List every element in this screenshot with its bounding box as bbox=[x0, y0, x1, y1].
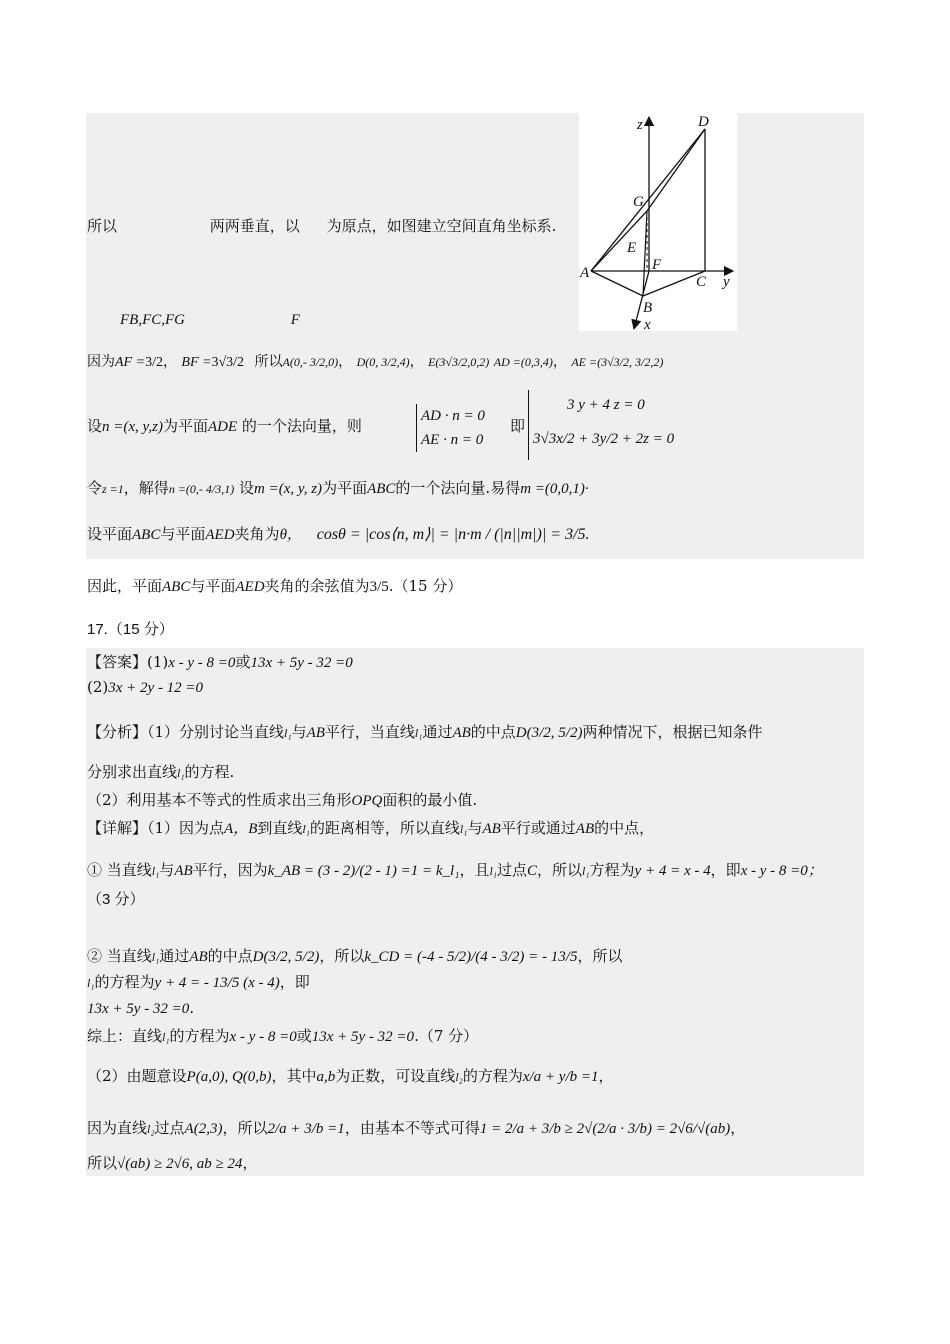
p17-det-f: 平行或通过 bbox=[500, 819, 576, 837]
p17-p2-l2: l₂ bbox=[455, 1070, 463, 1084]
p17-c2-a: ② 当直线 bbox=[87, 947, 152, 965]
coordinate-figure-svg bbox=[579, 113, 737, 331]
p17-ana3-opq: OPQ bbox=[351, 793, 383, 809]
p16-line-7 bbox=[87, 576, 462, 597]
p17-det-h: 的中点， bbox=[594, 819, 655, 837]
p16-l5-z: z =1 bbox=[102, 482, 124, 496]
p16-l4-eq1: 3 y + 4 z = 0 bbox=[567, 397, 645, 413]
p16-l4b: 为平面 bbox=[162, 417, 208, 435]
p17-sum-eq2: 13x + 5y - 32 =0 bbox=[311, 1029, 415, 1045]
p17-ana-D: D(3/2, 5/2) bbox=[515, 725, 583, 741]
p17-ana-b: 与 bbox=[291, 723, 307, 741]
p17-c2-l1: l₁ bbox=[151, 950, 160, 964]
p16-l6a: 设平面 bbox=[87, 525, 133, 543]
p17-p3-A: A(2,3) bbox=[184, 1121, 223, 1137]
p17-det-d: 与 bbox=[467, 819, 483, 837]
p16-l5b: ，解得 bbox=[123, 479, 169, 497]
p17-summary bbox=[87, 1026, 478, 1047]
p17-ana2-l1: l₁ bbox=[177, 766, 185, 780]
p17-sum-pts: .（7 分） bbox=[414, 1027, 479, 1045]
p16-l7-abc: ABC bbox=[162, 579, 191, 595]
p17-ans-or: 或 bbox=[235, 653, 251, 671]
p16-line-4 bbox=[87, 416, 362, 437]
p17-ana3: （2）利用基本不等式的性质求出三角形 bbox=[87, 791, 352, 809]
p17-c1-f: ，所以 bbox=[537, 861, 583, 879]
p17-c2-c: 的中点 bbox=[207, 947, 253, 965]
p16-l6-aed: AED bbox=[205, 527, 235, 543]
p17-p3-b: 过点 bbox=[154, 1119, 185, 1137]
p16-l1b: 两两垂直，以 bbox=[209, 217, 300, 235]
p16-l3-so: 所以 bbox=[254, 354, 283, 370]
edge-ab bbox=[591, 271, 643, 296]
p17-ans-label: 【答案】(1) bbox=[87, 653, 169, 671]
p16-system-2-brace bbox=[528, 390, 529, 460]
p17-c2-D: D(3/2, 5/2) bbox=[252, 949, 320, 965]
label-c: C bbox=[696, 274, 707, 290]
p17-c2-k: k_CD = (-4 - 5/2)/(4 - 3/2) = - 13/5 bbox=[364, 949, 578, 965]
p16-l5-n: n =(0,- 4/3,1) bbox=[168, 482, 235, 496]
label-z: z bbox=[637, 117, 643, 133]
p17-p2-d: 的方程为 bbox=[462, 1067, 523, 1085]
label-b: B bbox=[643, 300, 653, 316]
p17-answer-2 bbox=[87, 677, 203, 698]
p17-c2-f: 的方程为 bbox=[94, 973, 155, 991]
p17-ana2-b: 的方程. bbox=[184, 763, 235, 781]
p17-c2-d: ，所以 bbox=[319, 947, 365, 965]
p16-l6-abc: ABC bbox=[132, 527, 161, 543]
p16-l3-bf-val: 3√3/2 bbox=[211, 355, 245, 370]
p17-p3-c: ，所以 bbox=[222, 1119, 268, 1137]
p16-l4d: 即 bbox=[510, 417, 526, 435]
p17-sum-or: 或 bbox=[296, 1027, 312, 1045]
p16-l2b: F bbox=[290, 312, 300, 328]
p17-sum-a: 综上：直线 bbox=[87, 1027, 163, 1045]
p16-l1a: 所以 bbox=[87, 217, 118, 235]
p17-c1-d: ，且 bbox=[459, 861, 490, 879]
p17-p2-eq: x/a + y/b =1 bbox=[522, 1069, 599, 1085]
p16-l4-eq2: 3√3x/2 + 3y/2 + 2z = 0 bbox=[533, 431, 675, 447]
p17-c2-res: 13x + 5y - 32 =0 bbox=[87, 1001, 190, 1017]
label-d: D bbox=[698, 114, 709, 130]
p17-p3-a: 因为直线 bbox=[87, 1119, 148, 1137]
p17-p2-ab: a,b bbox=[316, 1069, 336, 1085]
p17-analysis-3 bbox=[87, 790, 477, 811]
p16-l3-af-val: 3/2 bbox=[145, 355, 163, 370]
p17-det-l1: l₁ bbox=[302, 822, 310, 836]
p16-l4-ade: ADE bbox=[207, 419, 238, 435]
p17-case-1 bbox=[87, 860, 823, 881]
p16-l2a: FB,FC,FG bbox=[120, 312, 185, 328]
p17-det-g: AB bbox=[575, 821, 595, 837]
p17-ans2-label: (2) bbox=[87, 678, 109, 696]
p17-analysis-2 bbox=[87, 762, 234, 783]
p16-l3-bf: BF = bbox=[181, 355, 212, 370]
p16-l5a: 令 bbox=[87, 479, 103, 497]
p17-ana-l1b: l₁ bbox=[414, 726, 423, 740]
p17-p2-e: ， bbox=[598, 1067, 614, 1085]
p16-l7-val: 3/5 bbox=[369, 579, 389, 595]
p16-l6b: 与平面 bbox=[160, 525, 206, 543]
p16-line-5 bbox=[87, 478, 589, 499]
p17-c1-l1: l₁ bbox=[151, 864, 160, 878]
p17-p3-l2: l₂ bbox=[147, 1122, 155, 1136]
p17-c1-l1c: l₁ bbox=[582, 864, 590, 878]
p17-p2-b: ，其中 bbox=[271, 1067, 317, 1085]
p16-l5-m2: m =(0,0,1)· bbox=[520, 481, 589, 497]
p17-case-2 bbox=[87, 946, 622, 967]
p16-line-3: 因为AF =3/2， BF =3√3/2 所以A(0,- 3/2,0)， D(0, 3/2,4)， E(3√3/2,0,2) AD =(0,3,4)， AE =(3√3/2, 3/2,2) bbox=[87, 354, 664, 370]
p17-p3-eq: 2/a + 3/b =1 bbox=[267, 1121, 345, 1137]
p16-l4c: 的一个法向量，则 bbox=[241, 417, 362, 435]
p17-c1-l1b: l₁ bbox=[489, 864, 497, 878]
p16-system-1 bbox=[416, 404, 485, 452]
p17-c1-res: x - y - 8 =0； bbox=[740, 863, 823, 879]
p16-ji bbox=[510, 416, 525, 436]
p17-part-2-line-3 bbox=[87, 1153, 257, 1174]
edge-ag bbox=[591, 211, 647, 271]
p16-l5c: 设 bbox=[239, 479, 255, 497]
p17-ana-e: 的中点 bbox=[470, 723, 516, 741]
p17-c1-h: ，即 bbox=[710, 861, 741, 879]
p17-answer-1 bbox=[87, 652, 353, 673]
p16-l5-m: m =(x, y, z) bbox=[254, 481, 323, 497]
p17-header: 17.（15 分） bbox=[87, 621, 174, 638]
p17-det-b: 到直线 bbox=[257, 819, 303, 837]
edge-ad bbox=[591, 129, 705, 271]
p16-line-1 bbox=[87, 216, 556, 236]
p17-ana3-b: 面积的最小值. bbox=[382, 791, 478, 809]
label-g: G bbox=[633, 194, 644, 210]
p17-ana-c: 平行，当直线 bbox=[324, 723, 415, 741]
p17-ana-ab2: AB bbox=[452, 725, 471, 741]
p16-l5-abc: ABC bbox=[367, 481, 396, 497]
p17-p3-d: ，由基本不等式可得 bbox=[344, 1119, 480, 1137]
p17-c1-eq: y + 4 = x - 4 bbox=[634, 863, 711, 879]
p17-c2-b: 通过 bbox=[159, 947, 190, 965]
p17-c1-C: C bbox=[526, 863, 537, 879]
p16-sys2: AE · n = 0 bbox=[421, 432, 484, 448]
p17-sum-b: 的方程为 bbox=[169, 1027, 230, 1045]
p16-l3-af: AF = bbox=[115, 355, 146, 370]
p17-det-l1b: l₁ bbox=[459, 822, 468, 836]
p17-c1-e: 过点 bbox=[496, 861, 527, 879]
p17-p2-c: 为正数，可设直线 bbox=[335, 1067, 456, 1085]
p16-l3-E: E(3√3/2,0,2) bbox=[428, 355, 490, 369]
p17-c1-pts: （3 分） bbox=[87, 891, 145, 908]
p17-c2-eq: y + 4 = - 13/5 (x - 4) bbox=[154, 975, 280, 991]
p17-ana-ab: AB bbox=[306, 725, 325, 741]
p16-l6-cos: cosθ = |cos⟨n, m⟩| = |n·m / (|n||m|)| = 3/5. bbox=[316, 526, 590, 543]
p16-eq1-right bbox=[87, 394, 645, 415]
p17-c2-l1b: l₁ bbox=[87, 976, 95, 990]
p17-p3-ineq: 1 = 2/a + 3/b ≥ 2√(2/a · 3/b) = 2√6/√(ab) bbox=[479, 1121, 731, 1137]
p16-l7a: 因此，平面 bbox=[87, 577, 163, 595]
p16-l3-AE: AE =(3√3/2, 3/2,2) bbox=[571, 355, 664, 369]
p17-case-2b bbox=[87, 972, 310, 993]
p16-sys1: AD · n = 0 bbox=[421, 408, 485, 424]
p17-c1-b: 与 bbox=[159, 861, 175, 879]
label-f: F bbox=[652, 257, 662, 273]
p16-eq2-line bbox=[533, 428, 674, 449]
p17-p2-pq: P(a,0), Q(0,b) bbox=[186, 1069, 272, 1085]
p16-l7b: 与平面 bbox=[190, 577, 236, 595]
p16-l3-D: D(0, 3/2,4) bbox=[356, 355, 410, 369]
p16-l3-A: A(0,- 3/2,0) bbox=[282, 355, 339, 369]
p16-line-6 bbox=[87, 524, 590, 545]
p17-ana-a: 【分析】（1）分别讨论当直线 bbox=[87, 723, 285, 741]
p17-c1-g: 方程为 bbox=[589, 861, 635, 879]
p16-l3-AD: AD =(0,3,4) bbox=[493, 355, 553, 369]
p17-ans1: x - y - 8 =0 bbox=[168, 655, 236, 671]
p17-sum-l1: l₁ bbox=[162, 1030, 170, 1044]
edge-dg bbox=[647, 129, 705, 211]
p16-l5e: 的一个法向量.易得 bbox=[395, 479, 521, 497]
p17-part-2-line-1 bbox=[87, 1066, 614, 1087]
p16-l7-aed: AED bbox=[235, 579, 265, 595]
p16-line-2 bbox=[120, 310, 300, 330]
p17-ans2: 3x + 2y - 12 =0 bbox=[108, 680, 204, 696]
p17-det-c: 的距离相等，所以直线 bbox=[309, 819, 460, 837]
p16-l4-n: n =(x, y,z) bbox=[102, 419, 163, 435]
p16-l7-pts: .（15 分） bbox=[388, 577, 463, 595]
label-x: x bbox=[644, 317, 651, 331]
p17-p4-eq: √(ab) ≥ 2√6, ab ≥ 24 bbox=[117, 1156, 243, 1172]
p17-detail bbox=[87, 818, 654, 839]
p17-ana-d: 通过 bbox=[422, 723, 453, 741]
p17-ans1b: 13x + 5y - 32 =0 bbox=[250, 655, 353, 671]
p17-c1-ab: AB bbox=[174, 863, 193, 879]
p17-c1-k: k_AB = (3 - 2)/(2 - 1) =1 = k_l₁ bbox=[267, 863, 460, 879]
label-e: E bbox=[627, 240, 637, 256]
p16-l3a: 因为 bbox=[87, 354, 115, 370]
coordinate-figure bbox=[579, 113, 737, 331]
p17-c1-a: ① 当直线 bbox=[87, 861, 152, 879]
p16-l6-theta: θ， bbox=[279, 527, 302, 543]
label-y: y bbox=[723, 274, 730, 290]
p16-l4a: 设 bbox=[87, 417, 103, 435]
p16-l5d: 为平面 bbox=[322, 479, 368, 497]
p17-p3-e: ， bbox=[730, 1119, 746, 1137]
p17-p2-a: （2）由题意设 bbox=[87, 1067, 187, 1085]
p17-p4-a: 所以 bbox=[87, 1154, 118, 1172]
p17-det-e: AB bbox=[482, 821, 501, 837]
p17-p4-b: ， bbox=[242, 1154, 258, 1172]
p17-c2-ab: AB bbox=[189, 949, 208, 965]
p17-c2-g: ，即 bbox=[279, 973, 310, 991]
p17-det-ab: A，B bbox=[224, 821, 258, 837]
p17-c1-c: 平行，因为 bbox=[192, 861, 268, 879]
p17-part-2-line-2 bbox=[87, 1118, 745, 1139]
p17-det-a: 【详解】（1）因为点 bbox=[87, 819, 225, 837]
p17-ana-f: 两种情况下，根据已知条件 bbox=[582, 723, 763, 741]
p16-l1c: 为原点，如图建立空间直角坐标系. bbox=[326, 217, 557, 235]
p17-ana2-a: 分别求出直线 bbox=[87, 763, 178, 781]
p17-analysis-1 bbox=[87, 722, 762, 743]
p17-sum-eq1: x - y - 8 =0 bbox=[229, 1029, 297, 1045]
p16-l7c: 夹角的余弦值为 bbox=[264, 577, 370, 595]
p17-ana-l1: l₁ bbox=[284, 726, 292, 740]
p17-c2-e: ，所以 bbox=[577, 947, 623, 965]
label-a: A bbox=[580, 265, 590, 281]
p16-l6c: 夹角为 bbox=[234, 525, 280, 543]
p17-case-2-result: 13x + 5y - 32 =0. bbox=[87, 999, 195, 1017]
